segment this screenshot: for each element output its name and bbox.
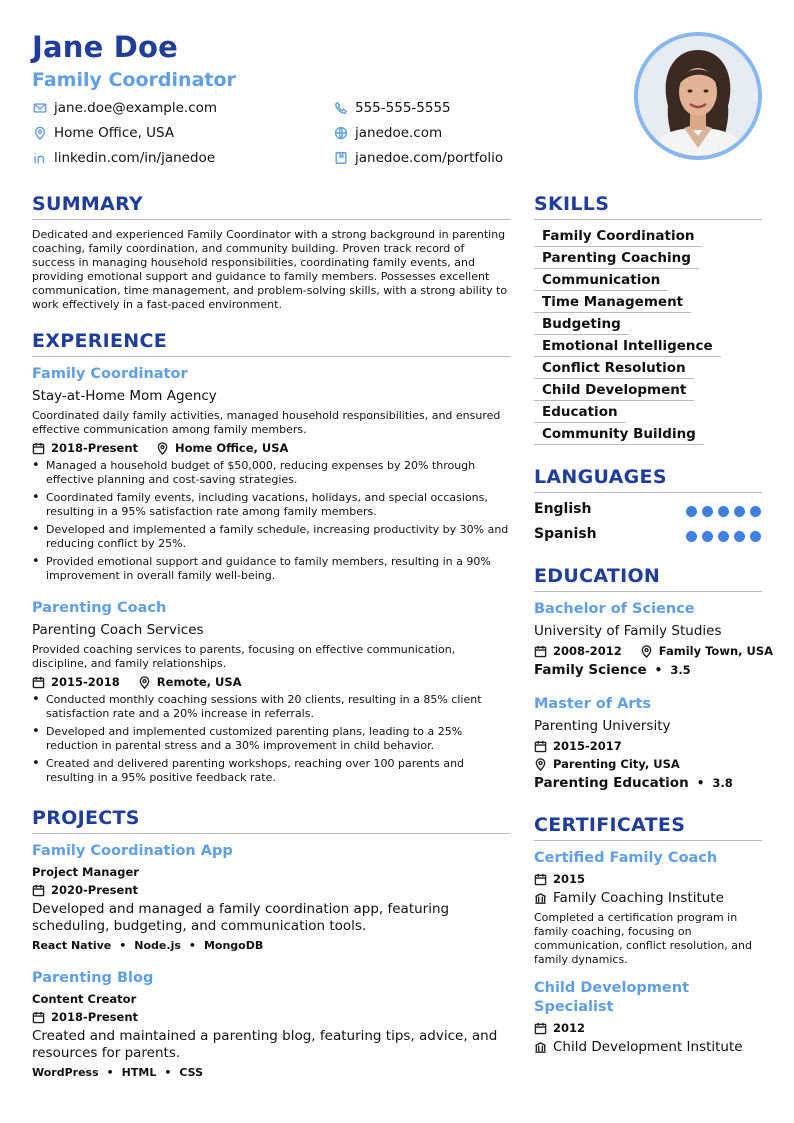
calendar-icon [534,740,547,753]
proficiency-dot [718,531,729,542]
experience-divider [32,356,510,357]
school-name: Parenting University [534,718,671,734]
education-field: Family Science • 3.5 [534,662,691,678]
job-meta [32,441,288,455]
institution-icon [534,1041,547,1054]
project-role: Content Creator [32,992,137,1006]
certificate-title: Child Development [534,980,689,996]
linkedin-text: linkedin.com/in/janedoe [54,150,216,166]
proficiency-dot [750,506,761,517]
summary-heading: SUMMARY [32,193,144,215]
tech-item: MongoDB [203,939,264,952]
skill-tag: Conflict Resolution [534,360,694,379]
tech-item: CSS [179,1066,204,1079]
gpa: 3.8 [712,776,733,790]
job-company: Parenting Coach Services [32,622,204,638]
skill-tag: Communication [534,272,668,291]
skills-heading: SKILLS [534,193,610,215]
linkedin-icon [32,151,47,166]
profile-photo [634,32,762,160]
calendar-icon [32,1011,45,1024]
field-of-study: Parenting Education [534,775,689,791]
job-dates: 2015-2018 [51,675,120,689]
proficiency-dot [686,531,697,542]
proficiency-dot [734,531,745,542]
job-dates: 2018-Present [51,441,139,455]
proficiency-dot [750,531,761,542]
website-text: janedoe.com [355,125,443,141]
job-location: Home Office, USA [175,441,289,455]
certificate-title: Specialist [534,999,614,1015]
mail-icon [32,101,47,116]
bookmark-icon [333,151,348,166]
certificate-meta [534,1021,585,1035]
project-description: Developed and managed a family coordination app, featuring scheduling, budgeting, and communication tools. [32,901,450,934]
proficiency-dot [686,506,697,517]
calendar-icon [32,884,45,897]
summary-divider [32,219,510,220]
job-bullet: • Developed and implemented customized parenting plans, leading to a 25% reduction in parental stress and a 30% improvement in child behavior. [32,725,510,753]
education-meta [534,644,773,658]
calendar-icon [32,442,45,455]
project-role: Project Manager [32,865,139,879]
job-bullet: • Provided emotional support and guidance to family members, resulting in a 90% improvement in overall family well-being. [32,555,510,583]
certificate-description: Completed a certification program in family coaching, focusing on communication, conflict resolution, and family dynamics. [534,911,752,966]
certificate-issuer-row [534,890,724,906]
skill-tag: Community Building [534,426,704,445]
project-meta [32,1010,138,1024]
project-description: Created and maintained a parenting blog, featuring tips, advice, and resources for parents. [32,1028,498,1061]
education-location: Family Town, USA [658,644,774,658]
contact-location [32,125,174,141]
project-title: Parenting Blog [32,970,154,986]
location-text: Home Office, USA [54,125,175,141]
education-dates: 2015-2017 [553,739,622,753]
map-pin-icon [32,126,47,141]
certificate-title: Certified Family Coach [534,850,718,866]
contact-linkedin[interactable] [32,150,215,166]
globe-icon [333,126,348,141]
job-location: Remote, USA [156,675,242,689]
proficiency-dot [718,506,729,517]
phone-icon [333,101,348,116]
tech-item: HTML [121,1066,157,1079]
institution-icon [534,892,547,905]
certificate-year: 2012 [553,1021,586,1035]
languages-heading: LANGUAGES [534,466,667,488]
skill-tag: Family Coordination [534,228,702,247]
calendar-icon [534,1022,547,1035]
map-pin-icon [534,758,547,771]
gpa: 3.5 [670,663,691,677]
job-bullet: • Coordinated family events, including vacations, holidays, and special occasions, resulting in a 95% satisfaction rate among family members. [32,491,510,519]
project-tech: React Native • Node.js • MongoDB [32,939,264,952]
job-description: Coordinated daily family activities, managed household responsibilities, and ensured effective communication among family members. [32,409,501,436]
portfolio-text: janedoe.com/portfolio [355,150,504,166]
project-dates: 2018-Present [51,1010,139,1024]
education-field: Parenting Education • 3.8 [534,775,733,791]
contact-website[interactable] [333,125,442,141]
language-level [681,531,761,542]
education-dates: 2008-2012 [553,644,622,658]
certificate-year: 2015 [553,872,586,886]
education-meta [534,739,622,753]
job-bullet: • Created and delivered parenting workshops, reaching over 100 parents and resulting in a 95% positive feedback rate. [32,757,510,785]
candidate-name: Jane Doe [32,30,179,64]
map-pin-icon [156,442,169,455]
certificates-divider [534,840,762,841]
job-title: Family Coordinator [32,366,188,382]
contact-email[interactable] [32,100,217,116]
language-level [681,506,761,517]
summary-text: Dedicated and experienced Family Coordinator with a strong background in parenting coaching, family coordination, and community building. Proven track record of success in managing household responsibilities, coordinating family events, and providing emotional support and guidance to family members. Possesses excellent communication, time management, and problem-solving skills, with a strong ability to work effectively in a fast-paced environment. [32,228,508,311]
skill-tag: Budgeting [534,316,629,335]
job-bullet: • Conducted monthly coaching sessions with 20 clients, resulting in a 85% client satisfaction rate and a 20% increase in referrals. [32,693,510,721]
job-bullet: • Developed and implemented a family schedule, increasing productivity by 30% and reducing conflict by 25%. [32,523,510,551]
proficiency-dot [734,506,745,517]
experience-heading: EXPERIENCE [32,330,168,352]
calendar-icon [534,645,547,658]
map-pin-icon [640,645,653,658]
job-bullet: • Managed a household budget of $50,000, reducing expenses by 20% through effective planning and cost-saving strategies. [32,459,510,487]
degree-title: Master of Arts [534,696,652,712]
contact-portfolio[interactable] [333,150,503,166]
certificate-issuer: Family Coaching Institute [553,890,724,906]
education-heading: EDUCATION [534,565,661,587]
education-meta [534,757,680,771]
project-tech: WordPress • HTML • CSS [32,1066,204,1079]
certificate-issuer-row [534,1039,743,1055]
proficiency-dot [702,506,713,517]
job-meta [32,675,242,689]
calendar-icon [32,676,45,689]
project-title: Family Coordination App [32,843,233,859]
candidate-title: Family Coordinator [32,69,236,91]
certificate-issuer: Child Development Institute [553,1039,743,1055]
certificate-meta [534,872,585,886]
skill-tag: Emotional Intelligence [534,338,721,357]
skill-tag: Education [534,404,626,423]
projects-heading: PROJECTS [32,807,140,829]
job-title: Parenting Coach [32,600,167,616]
tech-item: WordPress [32,1066,99,1079]
education-location: Parenting City, USA [553,757,680,771]
email-text: jane.doe@example.com [54,100,218,116]
school-name: University of Family Studies [534,623,722,639]
skill-tag: Time Management [534,294,691,313]
projects-divider [32,833,510,834]
field-of-study: Family Science [534,662,647,678]
project-meta [32,883,138,897]
degree-title: Bachelor of Science [534,601,695,617]
skills-divider [534,219,762,220]
languages-divider [534,492,762,493]
project-dates: 2020-Present [51,883,139,897]
skill-tag: Parenting Coaching [534,250,699,269]
job-description: Provided coaching services to parents, focusing on effective communication, discipline, and family relationships. [32,643,456,670]
skill-tag: Child Development [534,382,694,401]
language-name: English [534,501,592,517]
phone-text: 555-555-5555 [355,100,451,116]
calendar-icon [534,873,547,886]
map-pin-icon [138,676,151,689]
education-divider [534,591,762,592]
certificates-heading: CERTIFICATES [534,814,686,836]
job-company: Stay-at-Home Mom Agency [32,388,217,404]
tech-item: Node.js [134,939,181,952]
language-name: Spanish [534,526,597,542]
contact-phone[interactable] [333,100,451,116]
proficiency-dot [702,531,713,542]
tech-item: React Native [32,939,112,952]
